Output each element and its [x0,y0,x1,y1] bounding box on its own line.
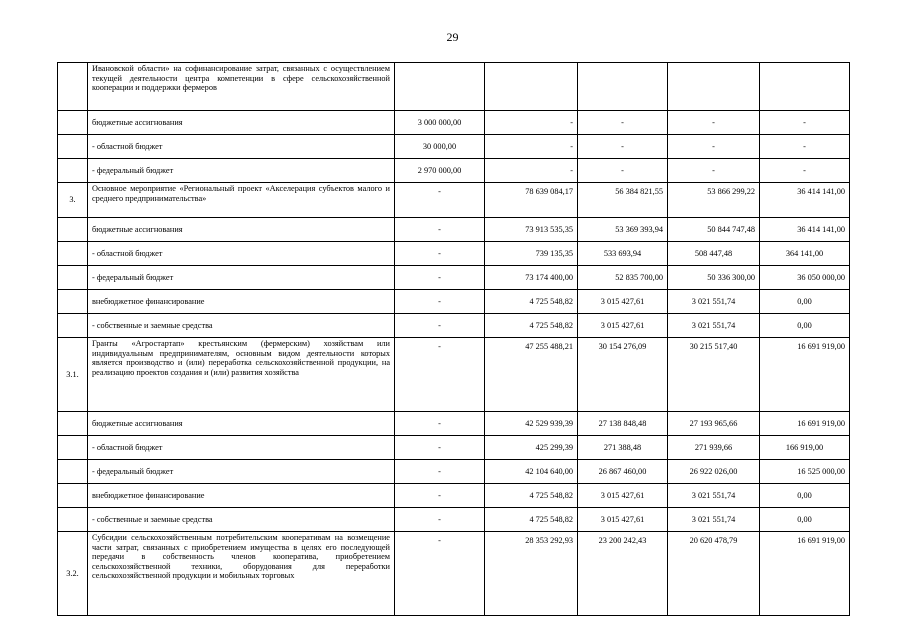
cell-year-1: - [485,111,578,135]
row-description: Гранты «Агростартап» крестьянским (фермерским) хозяйствам или индивидуальным предпринимателям, основным видом деятельности которых является производство и (или) переработка сельскохозяйственной продукции, на реализацию проектов создания и (или) развития хозяйства [88,338,395,412]
cell-total: - [395,314,485,338]
row-number: 3.1. [58,338,88,412]
row-number [58,508,88,532]
cell-year-2: - [578,159,668,183]
table-row [58,183,850,218]
table-row [58,484,850,508]
cell-year-3: 508 447,48 [668,242,760,266]
cell-year-2: 3 015 427,61 [578,314,668,338]
cell-year-3: 50 844 747,48 [668,218,760,242]
row-number [58,218,88,242]
cell-total: - [395,338,485,412]
row-description: - областной бюджет [88,135,395,159]
cell-year-2: 3 015 427,61 [578,508,668,532]
cell-year-2: 271 388,48 [578,436,668,460]
cell-year-2: 533 693,94 [578,242,668,266]
cell-year-3: 53 866 299,22 [668,183,760,218]
row-description: - областной бюджет [88,242,395,266]
table-row [58,242,850,266]
cell-year-3: 50 336 300,00 [668,266,760,290]
row-description: - собственные и заемные средства [88,314,395,338]
row-description: бюджетные ассигнования [88,111,395,135]
cell-year-3 [668,63,760,111]
table-row [58,460,850,484]
cell-total: - [395,508,485,532]
row-description: внебюджетное финансирование [88,484,395,508]
row-number [58,484,88,508]
cell-total: - [395,183,485,218]
cell-year-1: - [485,135,578,159]
cell-year-3: 30 215 517,40 [668,338,760,412]
cell-year-1: 42 529 939,39 [485,412,578,436]
cell-year-1: 425 299,39 [485,436,578,460]
table-row [58,412,850,436]
table-row [58,532,850,616]
cell-year-3: 26 922 026,00 [668,460,760,484]
row-number: 3. [58,183,88,218]
row-description: - собственные и заемные средства [88,508,395,532]
cell-total: - [395,460,485,484]
row-description: Основное мероприятие «Региональный проект «Акселерация субъектов малого и среднего предпринимательства» [88,183,395,218]
cell-year-4: 0,00 [760,290,850,314]
cell-year-2: - [578,135,668,159]
cell-year-3: - [668,159,760,183]
cell-total: - [395,266,485,290]
cell-year-2 [578,63,668,111]
row-number: 3.2. [58,532,88,616]
cell-year-1: 4 725 548,82 [485,508,578,532]
cell-year-1: 28 353 292,93 [485,532,578,616]
table-row [58,436,850,460]
cell-year-1: 4 725 548,82 [485,290,578,314]
cell-year-4: 36 050 000,00 [760,266,850,290]
row-number [58,111,88,135]
cell-year-3: 3 021 551,74 [668,314,760,338]
cell-year-2: 30 154 276,09 [578,338,668,412]
cell-year-2: 3 015 427,61 [578,484,668,508]
table-row [58,159,850,183]
row-number [58,63,88,111]
cell-total: 3 000 000,00 [395,111,485,135]
row-number [58,135,88,159]
cell-total: - [395,436,485,460]
cell-total: - [395,412,485,436]
cell-year-1: 78 639 084,17 [485,183,578,218]
row-number [58,159,88,183]
table-row [58,218,850,242]
table-row [58,314,850,338]
cell-year-4: - [760,159,850,183]
cell-year-3: 271 939,66 [668,436,760,460]
cell-year-2: 23 200 242,43 [578,532,668,616]
cell-total: - [395,532,485,616]
cell-year-3: 3 021 551,74 [668,508,760,532]
cell-year-2: - [578,111,668,135]
cell-total [395,63,485,111]
row-number [58,412,88,436]
cell-year-1: 4 725 548,82 [485,314,578,338]
cell-year-3: 20 620 478,79 [668,532,760,616]
cell-year-4: 16 691 919,00 [760,532,850,616]
cell-year-1: 4 725 548,82 [485,484,578,508]
cell-year-4: 36 414 141,00 [760,218,850,242]
cell-total: - [395,484,485,508]
row-number [58,314,88,338]
row-number [58,290,88,314]
cell-year-1: 739 135,35 [485,242,578,266]
cell-total: 2 970 000,00 [395,159,485,183]
cell-year-3: - [668,111,760,135]
cell-total: - [395,290,485,314]
row-description: бюджетные ассигнования [88,412,395,436]
cell-year-4: - [760,135,850,159]
cell-year-3: 3 021 551,74 [668,290,760,314]
cell-year-2: 53 369 393,94 [578,218,668,242]
cell-year-4: 36 414 141,00 [760,183,850,218]
page-number: 29 [446,30,459,44]
cell-year-4: 16 691 919,00 [760,412,850,436]
cell-year-4: 16 525 000,00 [760,460,850,484]
cell-year-2: 56 384 821,55 [578,183,668,218]
row-number [58,436,88,460]
cell-year-4: 0,00 [760,314,850,338]
table-row [58,63,850,111]
cell-total: 30 000,00 [395,135,485,159]
cell-year-1: - [485,159,578,183]
cell-total: - [395,242,485,266]
table-row [58,266,850,290]
cell-year-3: 27 193 965,66 [668,412,760,436]
table-row [58,135,850,159]
cell-year-2: 27 138 848,48 [578,412,668,436]
cell-year-4: 0,00 [760,508,850,532]
cell-year-4: 364 141,00 [760,242,850,266]
row-description: - федеральный бюджет [88,460,395,484]
table-row [58,338,850,412]
table-row [58,290,850,314]
row-description: - федеральный бюджет [88,266,395,290]
row-number [58,266,88,290]
row-description: - федеральный бюджет [88,159,395,183]
row-description: бюджетные ассигнования [88,218,395,242]
cell-year-1: 42 104 640,00 [485,460,578,484]
cell-year-4: 166 919,00 [760,436,850,460]
cell-year-1: 47 255 488,21 [485,338,578,412]
cell-year-3: - [668,135,760,159]
cell-year-4: - [760,111,850,135]
cell-year-4: 16 691 919,00 [760,338,850,412]
row-description: Субсидии сельскохозяйственным потребительским кооперативам на возмещение части затрат, связанных с приобретением имущества в целях его последующей передачи в собственность членов кооператива, приобретением сельскохозяйственной техники, оборудования для переработки сельскохозяйственной продукции и мобильных торговых [88,532,395,616]
cell-year-4: 0,00 [760,484,850,508]
row-description: внебюджетное финансирование [88,290,395,314]
cell-year-2: 3 015 427,61 [578,290,668,314]
cell-year-1: 73 913 535,35 [485,218,578,242]
row-number [58,242,88,266]
table-row [58,111,850,135]
cell-year-2: 26 867 460,00 [578,460,668,484]
row-number [58,460,88,484]
row-description: - областной бюджет [88,436,395,460]
row-description: Ивановской области» на софинансирование затрат, связанных с осуществлением текущей деятельности центра компетенции в сфере сельскохозяйственной кооперации и поддержки фермеров [88,63,395,111]
table-row [58,508,850,532]
cell-year-1: 73 174 400,00 [485,266,578,290]
cell-year-2: 52 835 700,00 [578,266,668,290]
cell-year-1 [485,63,578,111]
cell-year-4 [760,63,850,111]
cell-year-3: 3 021 551,74 [668,484,760,508]
budget-table [57,62,850,616]
cell-total: - [395,218,485,242]
